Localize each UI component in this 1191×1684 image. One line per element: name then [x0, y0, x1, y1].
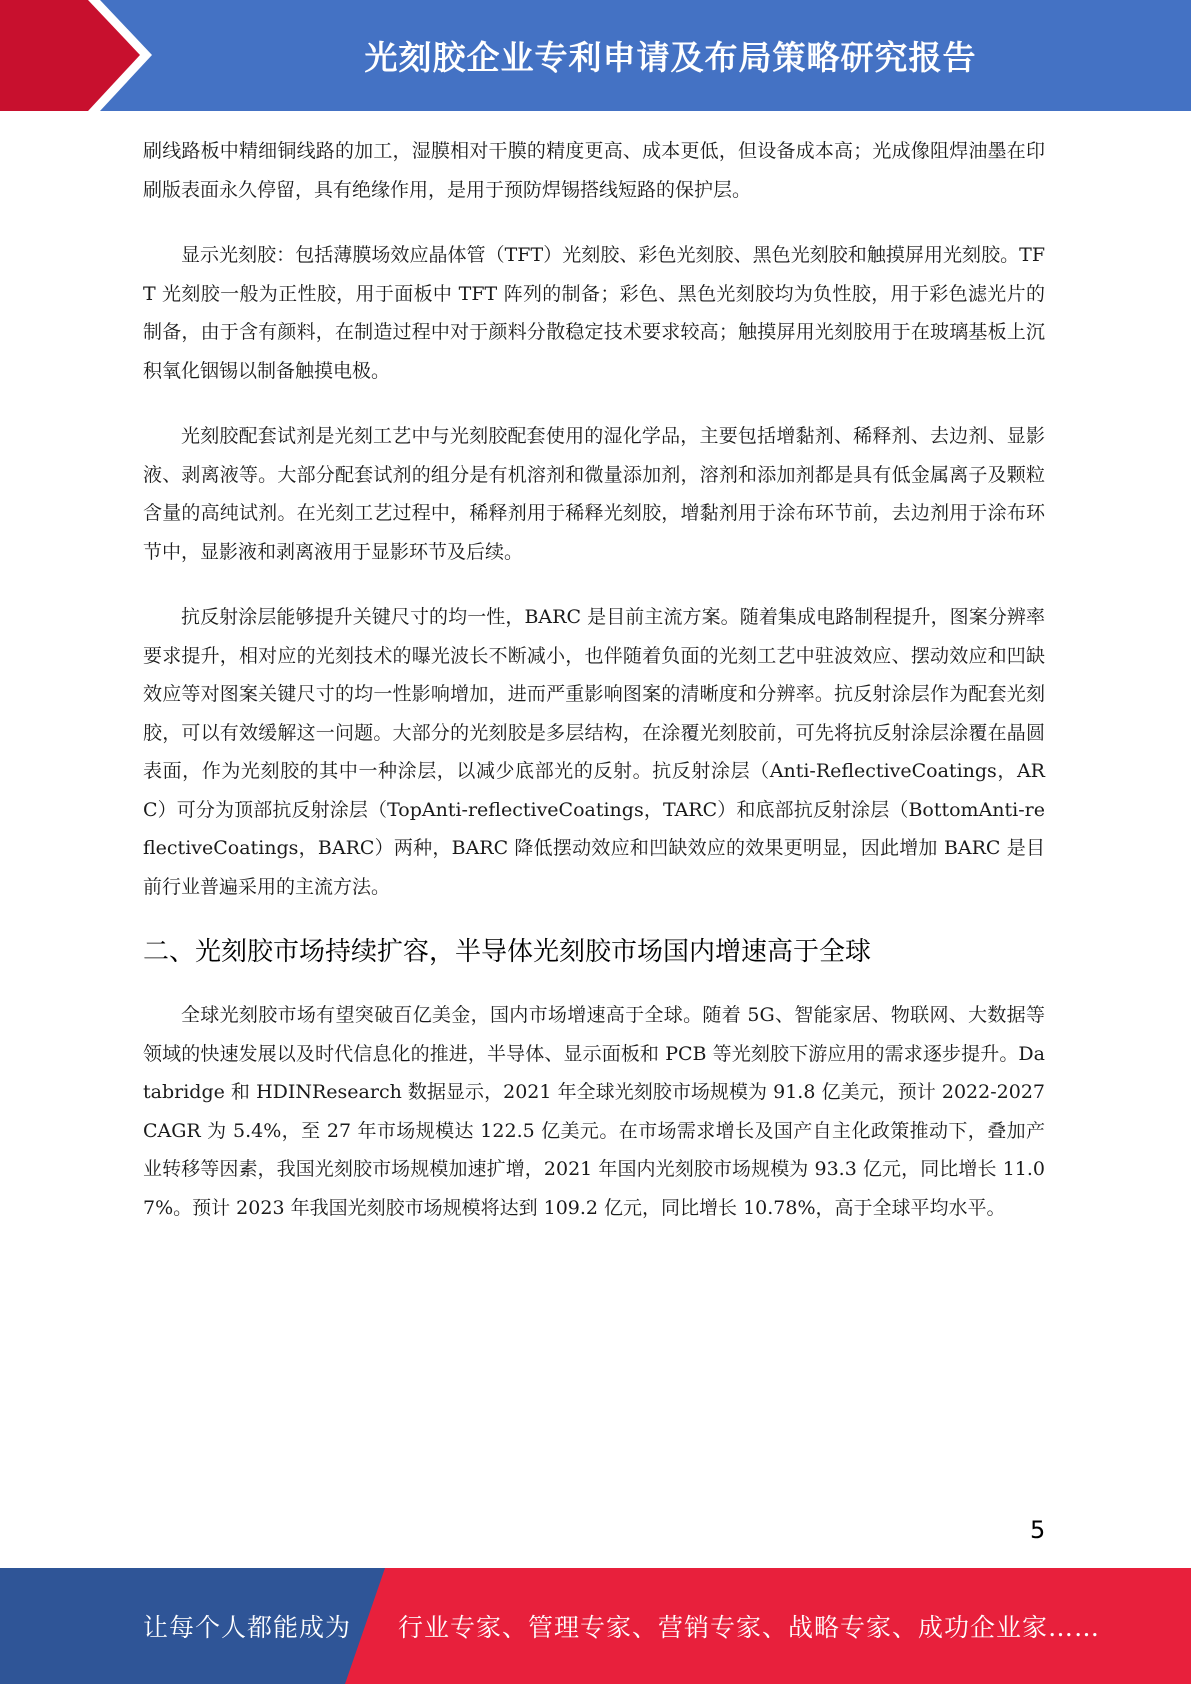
page-number: 5: [1030, 1516, 1046, 1544]
section-paragraph: 全球光刻胶市场有望突破百亿美金，国内市场增速高于全球。随着 5G、智能家居、物联网、大数据等领域的快速发展以及时代信息化的推进，半导体、显示面板和 PCB 等光刻胶下游应用的需求逐步提升。Databridge 和 HDINResearch 数据显示，2021 年全球光刻胶市场规模为 91.8 亿美元，预计 2022-2027CAGR 为 5.4%，至 27 年市场规模达 122.5 亿美元。在市场需求增长及国产自主化政策推动下，叠加产业转移等因素，我国光刻胶市场规模加速扩增，2021 年国内光刻胶市场规模为 93.3 亿元，同比增长 11.07%。预计 2023 年我国光刻胶市场规模将达到 109.2 亿元，同比增长 10.78%，高于全球平均水平。: [143, 1004, 1045, 1219]
document-body: [143, 132, 1045, 1227]
page-footer: [0, 1568, 1191, 1684]
section-heading: 二、光刻胶市场持续扩容，半导体光刻胶市场国内增速高于全球: [143, 937, 872, 967]
page-header: [0, 0, 1191, 111]
header-title: 光刻胶企业专利申请及布局策略研究报告: [364, 38, 977, 77]
body-paragraph: 显示光刻胶：包括薄膜场效应晶体管（TFT）光刻胶、彩色光刻胶、黑色光刻胶和触摸屏用光刻胶。TFT 光刻胶一般为正性胶，用于面板中 TFT 阵列的制备；彩色、黑色光刻胶均为负性胶，用于彩色滤光片的制备，由于含有颜料，在制造过程中对于颜料分散稳定技术要求较高；触摸屏用光刻胶用于在玻璃基板上沉积氧化铟锡以制备触摸电极。: [143, 244, 1045, 382]
header-arrow: [0, 0, 140, 111]
body-paragraph: 抗反射涂层能够提升关键尺寸的均一性，BARC 是目前主流方案。随着集成电路制程提升，图案分辨率要求提升，相对应的光刻技术的曝光波长不断减小，也伴随着负面的光刻工艺中驻波效应、摆动效应和凹缺效应等对图案关键尺寸的均一性影响增加，进而严重影响图案的清晰度和分辨率。抗反射涂层作为配套光刻胶，可以有效缓解这一问题。大部分的光刻胶是多层结构，在涂覆光刻胶前，可先将抗反射涂层涂覆在晶圆表面，作为光刻胶的其中一种涂层，以减少底部光的反射。抗反射涂层（Anti-ReflectiveCoatings，ARC）可分为顶部抗反射涂层（TopAnti-reflectiveCoatings，TARC）和底部抗反射涂层（BottomAnti-reflectiveCoatings，BARC）两种，BARC 降低摆动效应和凹缺效应的效果更明显，因此增加 BARC 是目前行业普遍采用的主流方法。: [143, 606, 1045, 898]
footer-slogan-right: 行业专家、管理专家、营销专家、战略专家、成功企业家……: [398, 1613, 1101, 1642]
body-paragraph: 刷线路板中精细铜线路的加工，湿膜相对干膜的精度更高、成本更低，但设备成本高；光成像阻焊油墨在印刷版表面永久停留，具有绝缘作用，是用于预防焊锡搭线短路的保护层。: [143, 140, 1045, 201]
body-paragraph: 光刻胶配套试剂是光刻工艺中与光刻胶配套使用的湿化学品，主要包括增黏剂、稀释剂、去边剂、显影液、剥离液等。大部分配套试剂的组分是有机溶剂和微量添加剂，溶剂和添加剂都是具有低金属离子及颗粒含量的高纯试剂。在光刻工艺过程中，稀释剂用于稀释光刻胶，增黏剂用于涂布环节前，去边剂用于涂布环节中，显影液和剥离液用于显影环节及后续。: [143, 425, 1045, 563]
footer-slogan-left: 让每个人都能成为: [143, 1613, 352, 1642]
